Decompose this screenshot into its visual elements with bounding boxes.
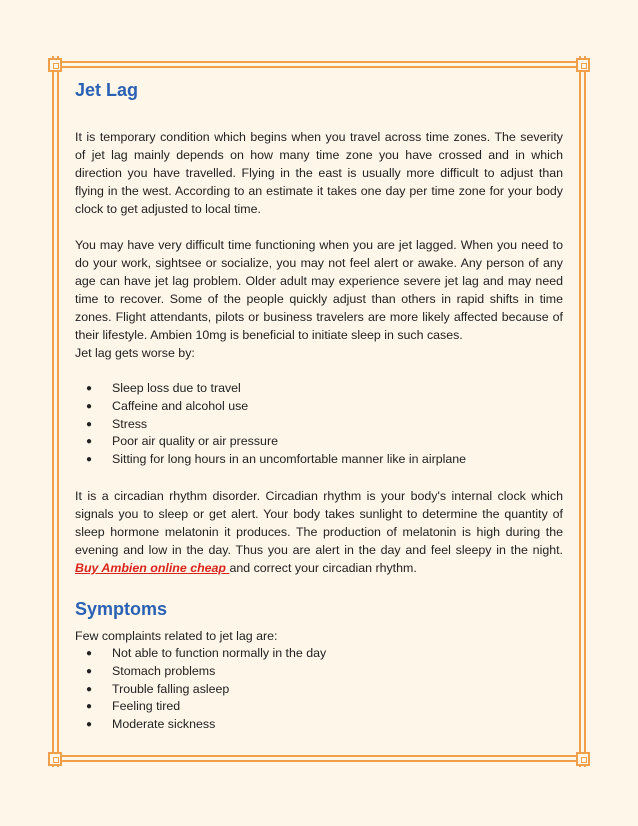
frame-bottom-inner — [48, 755, 589, 757]
list-item: ● Moderate sickness — [75, 716, 563, 734]
frame-corner-top-left — [48, 58, 62, 72]
paragraph-3-text: It is a circadian rhythm disorder. Circadian rhythm is your body's internal clock which signals you to sleep or get alert. Your body takes sunlight to determine the quantity of sleep hormone melatonin it produces. The production of melatonin is high during the evening and low in the day. Thus you are alert in the day and feel sleepy in the night. — [75, 488, 563, 557]
frame-right-inner — [579, 56, 581, 767]
jet-lag-paragraph-1: It is temporary condition which begins when you travel across time zones. The severity of jet lag mainly depends on how many time zone you have crossed and in which direction you have travelled. Flying in the east is usually more difficult to adjust than flying in the west. According to an estimate it takes one day per time zone for your body clock to get adjusted to local time. — [75, 130, 563, 216]
list-item: ● Not able to function normally in the day — [75, 645, 563, 663]
jet-lag-worse-intro: Jet lag gets worse by: — [75, 346, 195, 360]
jet-lag-heading: Jet Lag — [75, 80, 139, 100]
list-item: ● Stomach problems — [75, 663, 563, 681]
frame-right-outer — [584, 56, 586, 767]
buy-ambien-link[interactable]: Buy Ambien online cheap — [75, 560, 230, 575]
list-item: ● Trouble falling asleep — [75, 681, 563, 699]
jet-lag-paragraph-3 — [75, 487, 563, 577]
paragraph-3-end: and correct your circadian rhythm. — [229, 560, 417, 575]
frame-bottom-outer — [48, 760, 589, 762]
list-item: ● Caffeine and alcohol use — [75, 398, 563, 416]
list-item: ● Poor air quality or air pressure — [75, 433, 563, 451]
frame-corner-bottom-right — [576, 752, 590, 766]
frame-left-outer — [52, 56, 54, 767]
list-item: ● Feeling tired — [75, 698, 563, 716]
jet-lag-worse-list — [75, 380, 563, 469]
frame-left-inner — [57, 56, 59, 767]
jet-lag-paragraph-2: You may have very difficult time functioning when you are jet lagged. When you need to do your work, sightsee or socialize, you may not feel alert or awake. Any person of any age can have jet lag problem. Older adult may experience severe jet lag and may need time to recover. Some of the people quickly adjust than others in rapid shifts in time zones. Flight attendants, pilots or business travelers are more likely affected because of their lifestyle. Ambien 10mg is beneficial to initiate sleep in such cases. — [75, 238, 563, 342]
frame-corner-top-right — [576, 58, 590, 72]
list-item: ● Stress — [75, 416, 563, 434]
frame-corner-bottom-left — [48, 752, 62, 766]
symptoms-heading: Symptoms — [75, 598, 168, 619]
symptoms-list — [75, 645, 563, 734]
list-item: ● Sitting for long hours in an uncomfortable manner like in airplane — [75, 451, 563, 469]
frame-top-inner — [48, 66, 589, 68]
document-content — [75, 78, 563, 734]
symptoms-intro: Few complaints related to jet lag are: — [75, 628, 278, 643]
list-item: ● Sleep loss due to travel — [75, 380, 563, 398]
frame-top-outer — [48, 61, 589, 63]
